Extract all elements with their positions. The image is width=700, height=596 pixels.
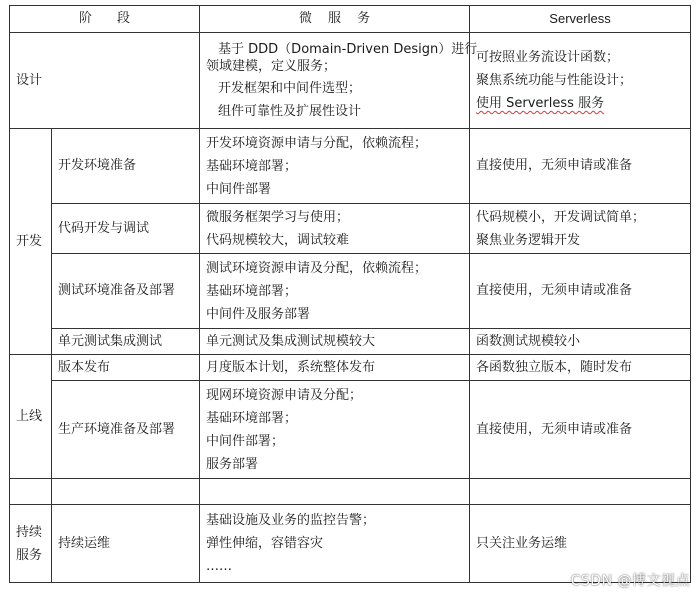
dev-test-ms-line-2: 基础环境部署； [206, 283, 298, 299]
design-microservice-cell [200, 33, 478, 129]
ops-ms-line-2: 弹性伸缩，容错容灾 [206, 536, 324, 551]
comparison-table [9, 5, 691, 583]
dev-test-ms-line-3: 中间件及服务部署 [206, 306, 311, 322]
design-ms-line-4: 组件可靠性及扩展性设计 [218, 104, 362, 119]
dev-env-ms-line-1: 开发环境资源申请与分配，依赖流程； [206, 135, 428, 151]
design-serverless-cell [470, 33, 691, 129]
table-row-dev-test [10, 254, 691, 329]
ops-label: 持续运维 [52, 505, 200, 583]
phase-online: 上线 [10, 355, 52, 479]
phase-ops [10, 505, 52, 583]
dev-unit-microservice: 单元测试及集成测试规模较大 [200, 329, 470, 355]
empty-cell-1 [10, 479, 52, 505]
dev-unit-label: 单元测试集成测试 [52, 329, 200, 355]
dev-test-label: 测试环境准备及部署 [52, 254, 200, 329]
online-release-microservice: 月度版本计划，系统整体发布 [200, 355, 470, 381]
table-row-dev-unit [10, 329, 691, 355]
design-sl-line-3: 使用 Serverless 服务 [476, 96, 605, 111]
table-row-online-release [10, 355, 691, 381]
ops-ms-line-1: 基础设施及业务的监控告警； [206, 513, 376, 528]
design-ms-line-1: 基于 DDD（Domain-Driven Design）进行 [218, 42, 478, 57]
dev-unit-serverless: 函数测试规模较小 [470, 329, 691, 355]
phase-ops-line-1: 持续 [16, 524, 43, 540]
dev-code-microservice-cell [200, 204, 470, 254]
table-header-row [10, 6, 691, 33]
phase-ops-line-2: 服务 [16, 547, 43, 563]
dev-code-ms-line-2: 代码规模较大，调试较难 [206, 232, 350, 248]
design-ms-line-2: 领域建模，定义服务； [206, 59, 337, 74]
online-prod-ms-line-3: 中间件部署； [206, 433, 285, 449]
table-row-dev-env [10, 129, 691, 204]
online-prod-microservice-cell [200, 381, 470, 479]
header-phase: 阶 段 [10, 6, 200, 33]
header-microservice: 微 服 务 [200, 6, 470, 33]
empty-cell-2 [52, 479, 200, 505]
dev-code-ms-line-1: 微服务框架学习与使用； [206, 209, 350, 225]
ops-serverless: 只关注业务运维 [470, 505, 691, 583]
dev-code-sl-line-1: 代码规模小，开发调试简单； [476, 209, 646, 225]
online-prod-ms-line-1: 现网环境资源申请及分配； [206, 387, 363, 403]
online-prod-ms-line-2: 基础环境部署； [206, 410, 298, 426]
watermark-text: CSDN @博文视点 [570, 573, 690, 589]
dev-env-serverless: 直接使用，无须申请或准备 [470, 129, 691, 204]
empty-cell-3 [200, 479, 470, 505]
empty-cell-4 [470, 479, 691, 505]
dev-env-ms-line-2: 基础环境部署； [206, 158, 298, 174]
dev-code-sl-line-2: 聚焦业务逻辑开发 [476, 232, 581, 248]
online-prod-serverless: 直接使用，无须申请或准备 [470, 381, 691, 479]
table-row-design [10, 33, 691, 129]
dev-test-serverless: 直接使用，无须申请或准备 [470, 254, 691, 329]
phase-develop: 开发 [10, 129, 52, 355]
header-serverless: Serverless [470, 6, 691, 33]
dev-code-label: 代码开发与调试 [52, 204, 200, 254]
dev-code-serverless-cell [470, 204, 691, 254]
table-row-dev-code [10, 204, 691, 254]
dev-env-ms-line-3: 中间件部署 [206, 181, 272, 197]
online-prod-ms-line-4: 服务部署 [206, 456, 259, 472]
table-row-online-prod [10, 381, 691, 479]
ops-ms-line-3: …… [206, 559, 233, 574]
design-ms-line-3: 开发框架和中间件选型； [218, 81, 362, 96]
online-prod-label: 生产环境准备及部署 [52, 381, 200, 479]
dev-env-label: 开发环境准备 [52, 129, 200, 204]
online-release-label: 版本发布 [52, 355, 200, 381]
dev-test-microservice-cell [200, 254, 470, 329]
dev-env-microservice-cell [200, 129, 470, 204]
online-release-serverless: 各函数独立版本，随时发布 [470, 355, 691, 381]
design-sl-line-1: 可按照业务流设计函数； [476, 50, 620, 65]
design-sl-line-2: 聚焦系统功能与性能设计； [476, 73, 633, 88]
ops-microservice-cell [200, 505, 470, 583]
phase-design: 设计 [10, 33, 200, 129]
table-row-empty [10, 479, 691, 505]
dev-test-ms-line-1: 测试环境资源申请及分配，依赖流程； [206, 260, 428, 276]
